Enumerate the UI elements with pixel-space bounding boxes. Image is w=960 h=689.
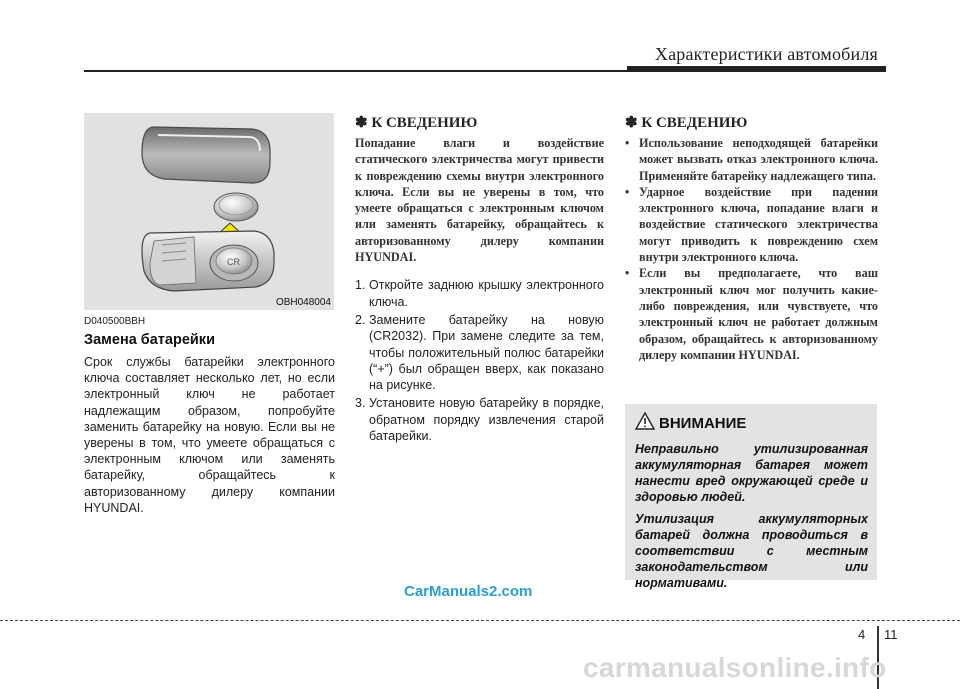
note-title: ✽ К СВЕДЕНИЮ	[625, 115, 748, 131]
replacement-steps	[355, 277, 604, 444]
warning-text: Утилизация аккумуляторных батарей должна проводиться в соответствии с местным законодательством или нормативами.	[635, 512, 868, 590]
chapter-number: 4	[858, 627, 866, 642]
note-body: Попадание влаги и воздействие статического электричества могут привести к повреждению схемы внутри электронного ключа. Если вы не уверены в том, что умеете обращаться с электронным ключом или заменять батарейку, обращайтесь к авторизованному дилеру компании HYUNDAI.	[355, 136, 604, 265]
key-fob-diagram	[84, 113, 334, 310]
warning-triangle-icon	[635, 412, 655, 435]
section-header-title: Характеристики автомобиля	[654, 44, 878, 64]
step-item: 3. Установите новую батарейку в порядке, обратном порядку извлечения старой батарейки.	[355, 396, 604, 444]
section-code: D040500BBH	[84, 316, 146, 327]
page-number: 11	[884, 627, 898, 642]
key-battery-illustration	[84, 113, 334, 310]
svg-text:CR: CR	[227, 257, 240, 267]
warning-title: ВНИМАНИЕ	[659, 415, 747, 432]
middle-column	[355, 113, 604, 446]
bullet-item: • Ударное воздействие при падении электронного ключа, попадание влаги и воздействие статического электричества могут приводить к повреждению схем внутри электронного ключа.	[625, 184, 878, 265]
note-bullets	[625, 135, 878, 363]
battery-replacement-section	[84, 316, 335, 516]
footer-dashed-rule	[0, 620, 960, 621]
section-title: Замена батарейки	[84, 332, 215, 348]
section-body: Срок службы батарейки электронного ключа составляет несколько лет, но если электронный ключ не работает надлежащим образом, попробуйте заменить батарейку на новую. Если вы не уверены в том, что умеете обращаться с электронным ключом или заменять батарейку, обращайтесь к авторизованному дилеру компании HYUNDAI.	[84, 355, 335, 515]
footer-watermark: carmanualsonline.info	[583, 652, 887, 683]
warning-box	[625, 404, 877, 590]
right-column	[625, 113, 878, 363]
figure-code: OBH048004	[275, 297, 331, 308]
bullet-item: • Использование неподходящей батарейки может вызвать отказ электронного ключа. Применяйте батарейку надлежащего типа.	[625, 136, 878, 183]
header-rule-accent	[627, 66, 886, 72]
note-title: ✽ К СВЕДЕНИЮ	[355, 115, 478, 131]
step-item: 2. Замените батарейку на новую (CR2032). При замене следите за тем, чтобы положительный полюс батарейки (“+”) был обращен вверх, как показано на рисунке.	[355, 312, 604, 393]
step-item: 1. Откройте заднюю крышку электронного ключа.	[355, 278, 604, 309]
warning-text: Неправильно утилизированная аккумуляторная батарея может нанести вред окружающей среде и здоровью людей.	[635, 442, 868, 504]
watermark-link[interactable]: CarManuals2.com	[404, 583, 533, 600]
bullet-item: • Если вы предполагаете, что ваш электронный ключ мог получить какие-либо повреждения, или чувствуете, что электронный ключ не работает должным образом, обращайтесь к авторизованному дилеру компании HYUNDAI.	[625, 266, 878, 362]
